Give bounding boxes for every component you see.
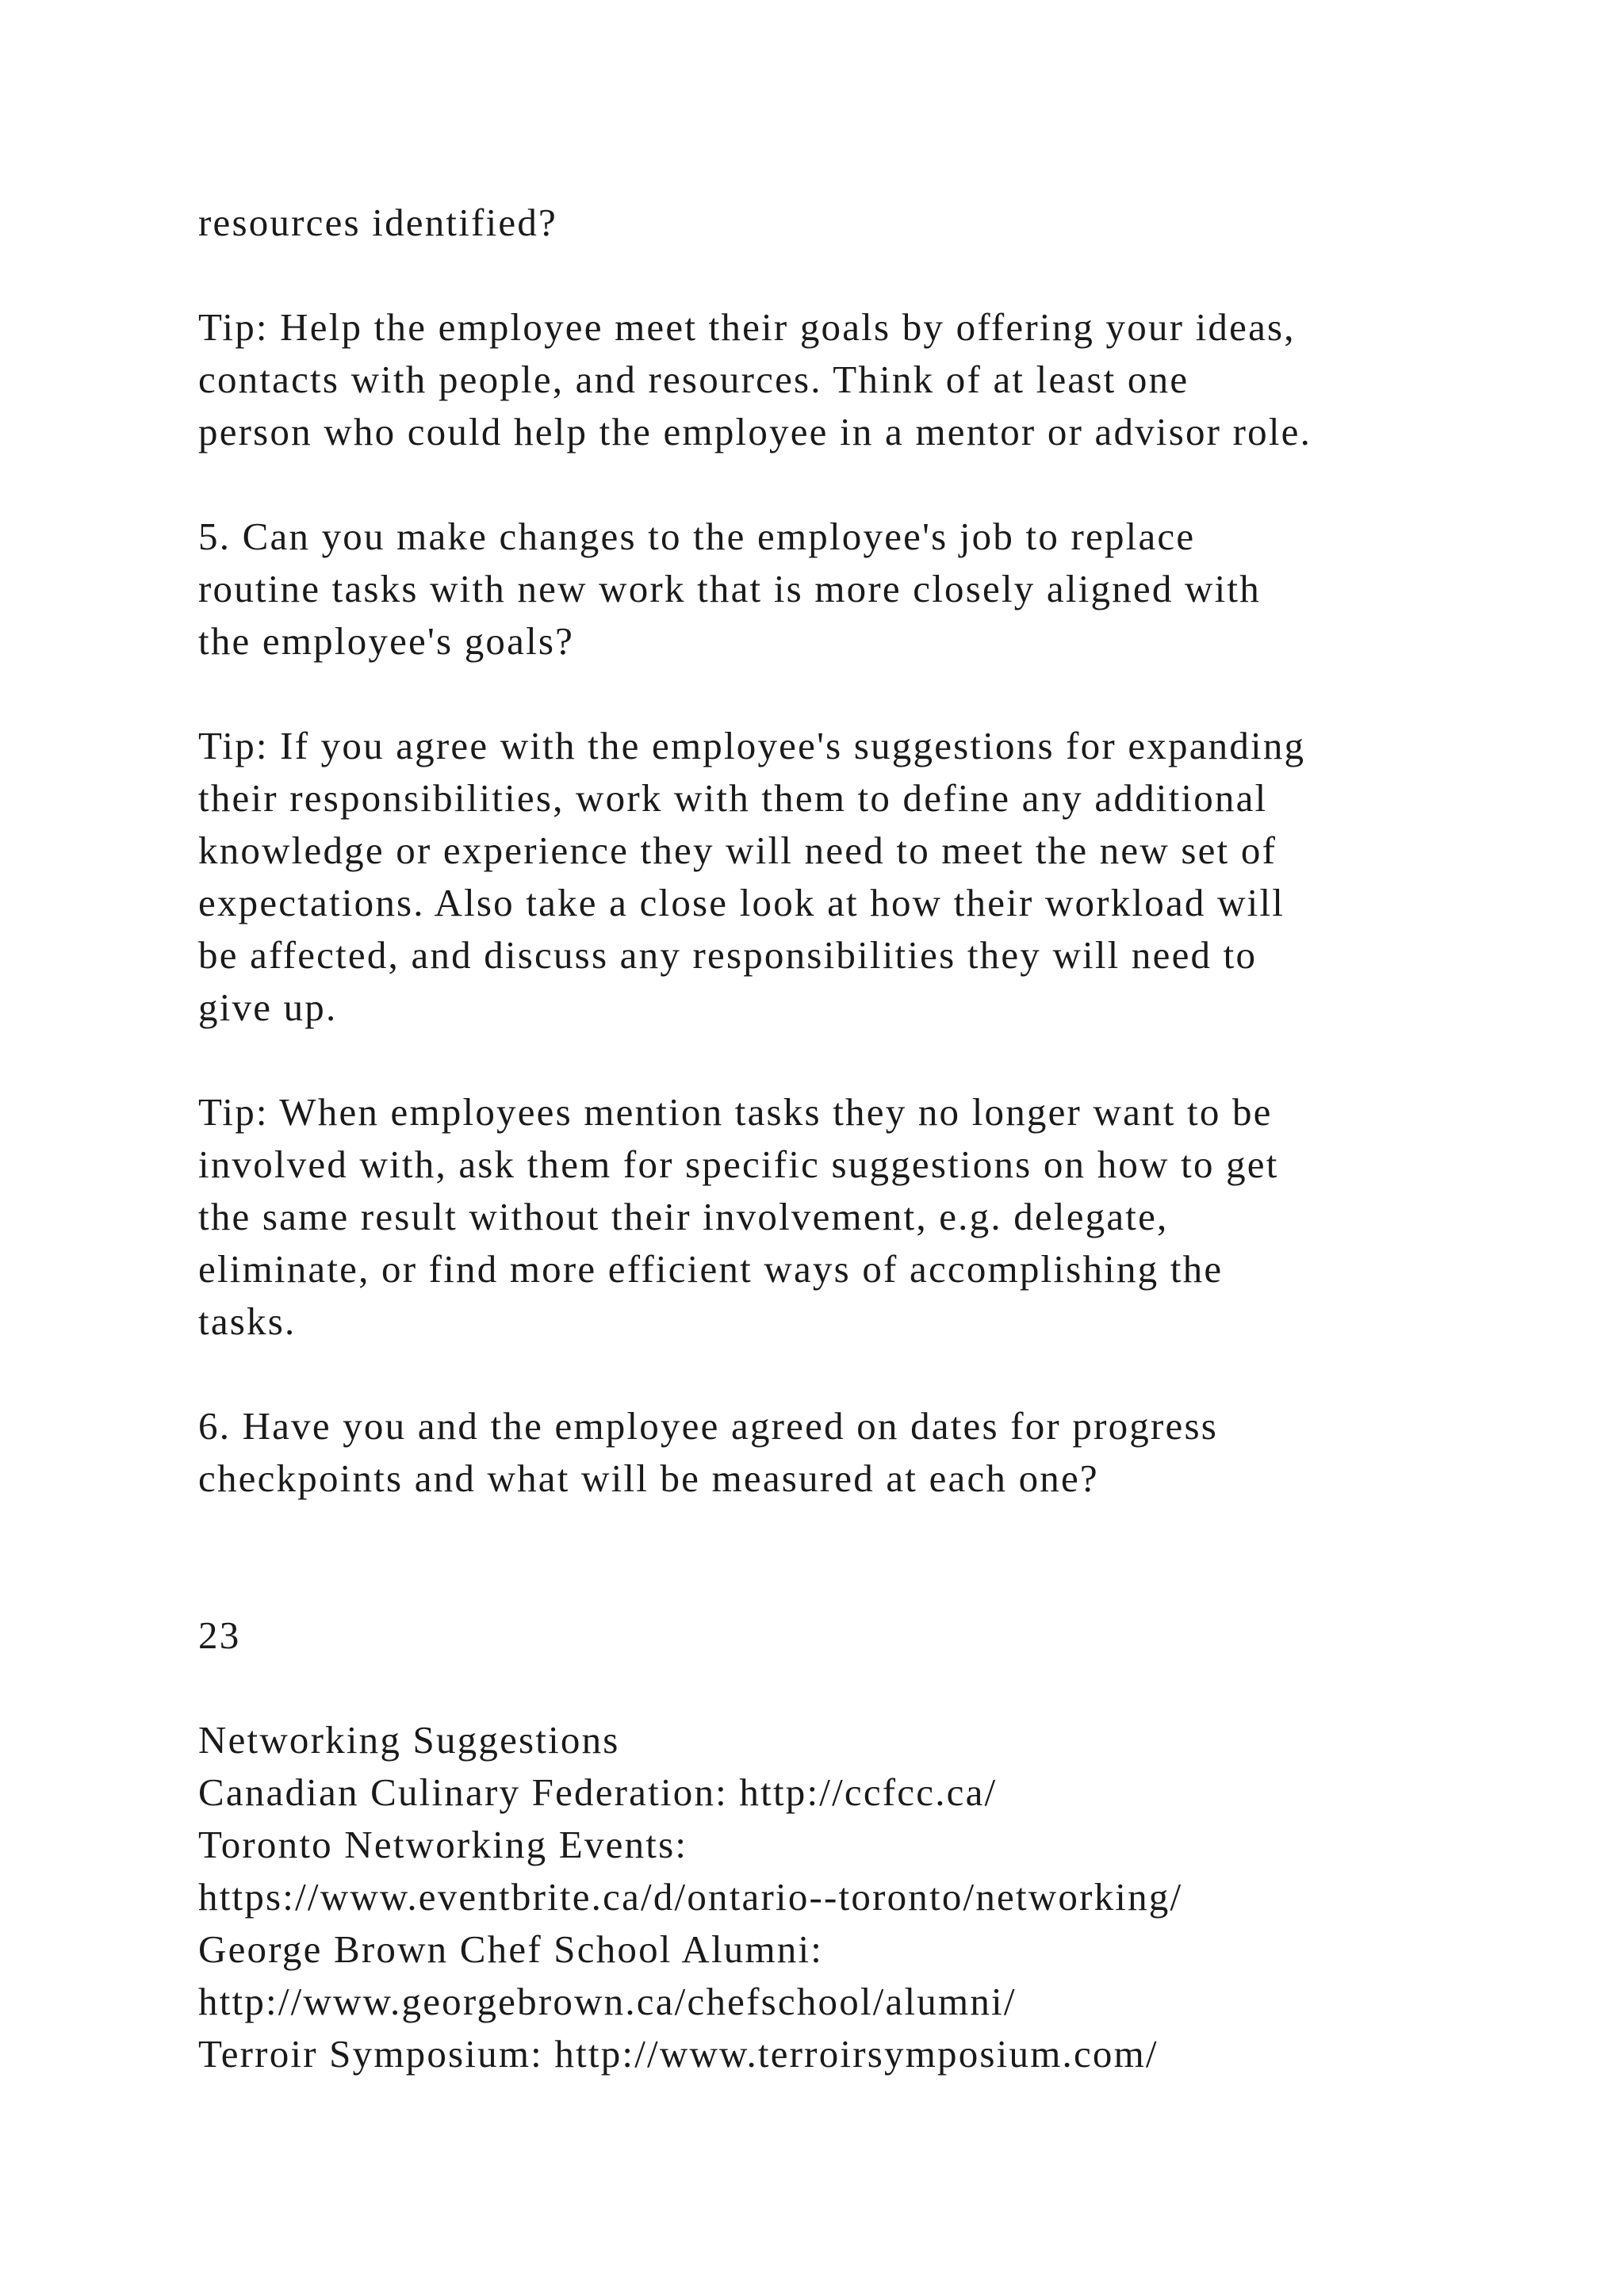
text-line: contacts with people, and resources. Think of at least one (198, 358, 1189, 401)
text-line: tasks. (198, 1299, 297, 1343)
text-line: expectations. Also take a close look at how their workload will (198, 881, 1285, 924)
text-line: person who could help the employee in a mentor or advisor role. (198, 410, 1312, 453)
text-line: be affected, and discuss any responsibilities they will need to (198, 933, 1258, 977)
text-line: knowledge or experience they will need to meet the new set of (198, 828, 1277, 872)
text-line: the employee's goals? (198, 619, 575, 663)
text-line: involved with, ask them for specific suggestions on how to get (198, 1142, 1279, 1186)
text-line: 6. Have you and the employee agreed on dates for progress (198, 1404, 1219, 1448)
link-text[interactable]: https://www.eventbrite.ca/d/ontario--toronto/networking/ (198, 1875, 1183, 1919)
section-heading: Networking Suggestions (198, 1718, 620, 1762)
document-page (198, 197, 1546, 2080)
link-label: Toronto Networking Events: (198, 1823, 688, 1866)
question-5 (198, 511, 1546, 668)
networking-section (198, 1714, 1546, 2080)
link-label: George Brown Chef School Alumni: (198, 1927, 824, 1971)
text-line: resources identified? (198, 201, 557, 244)
text-line: 5. Can you make changes to the employee's job to replace (198, 515, 1196, 558)
text-line: their responsibilities, work with them to define any additional (198, 776, 1268, 820)
text-line: the same result without their involvement, e.g. delegate, (198, 1195, 1169, 1238)
text-line: checkpoints and what will be measured at each one? (198, 1456, 1099, 1500)
paragraph-resources (198, 197, 1546, 249)
text-line: Tip: When employees mention tasks they no longer want to be (198, 1090, 1273, 1134)
text-line: Tip: Help the employee meet their goals by offering your ideas, (198, 305, 1296, 349)
link-text[interactable]: http://www.georgebrown.ca/chefschool/alumni/ (198, 1980, 1017, 2023)
question-6 (198, 1400, 1546, 1505)
text-line: eliminate, or find more efficient ways of accomplishing the (198, 1247, 1224, 1291)
text-line: routine tasks with new work that is more closely aligned with (198, 567, 1261, 610)
paragraph-tip-tasks (198, 1086, 1546, 1348)
link-text[interactable]: Terroir Symposium: http://www.terroirsymposium.com/ (198, 2032, 1159, 2076)
paragraph-tip-responsibilities (198, 720, 1546, 1034)
text-line: Tip: If you agree with the employee's suggestions for expanding (198, 724, 1306, 767)
paragraph-tip-mentor (198, 301, 1546, 458)
link-text[interactable]: Canadian Culinary Federation: http://ccfcc.ca/ (198, 1770, 998, 1814)
text-line: give up. (198, 985, 338, 1029)
page-number: 23 (198, 1613, 241, 1657)
